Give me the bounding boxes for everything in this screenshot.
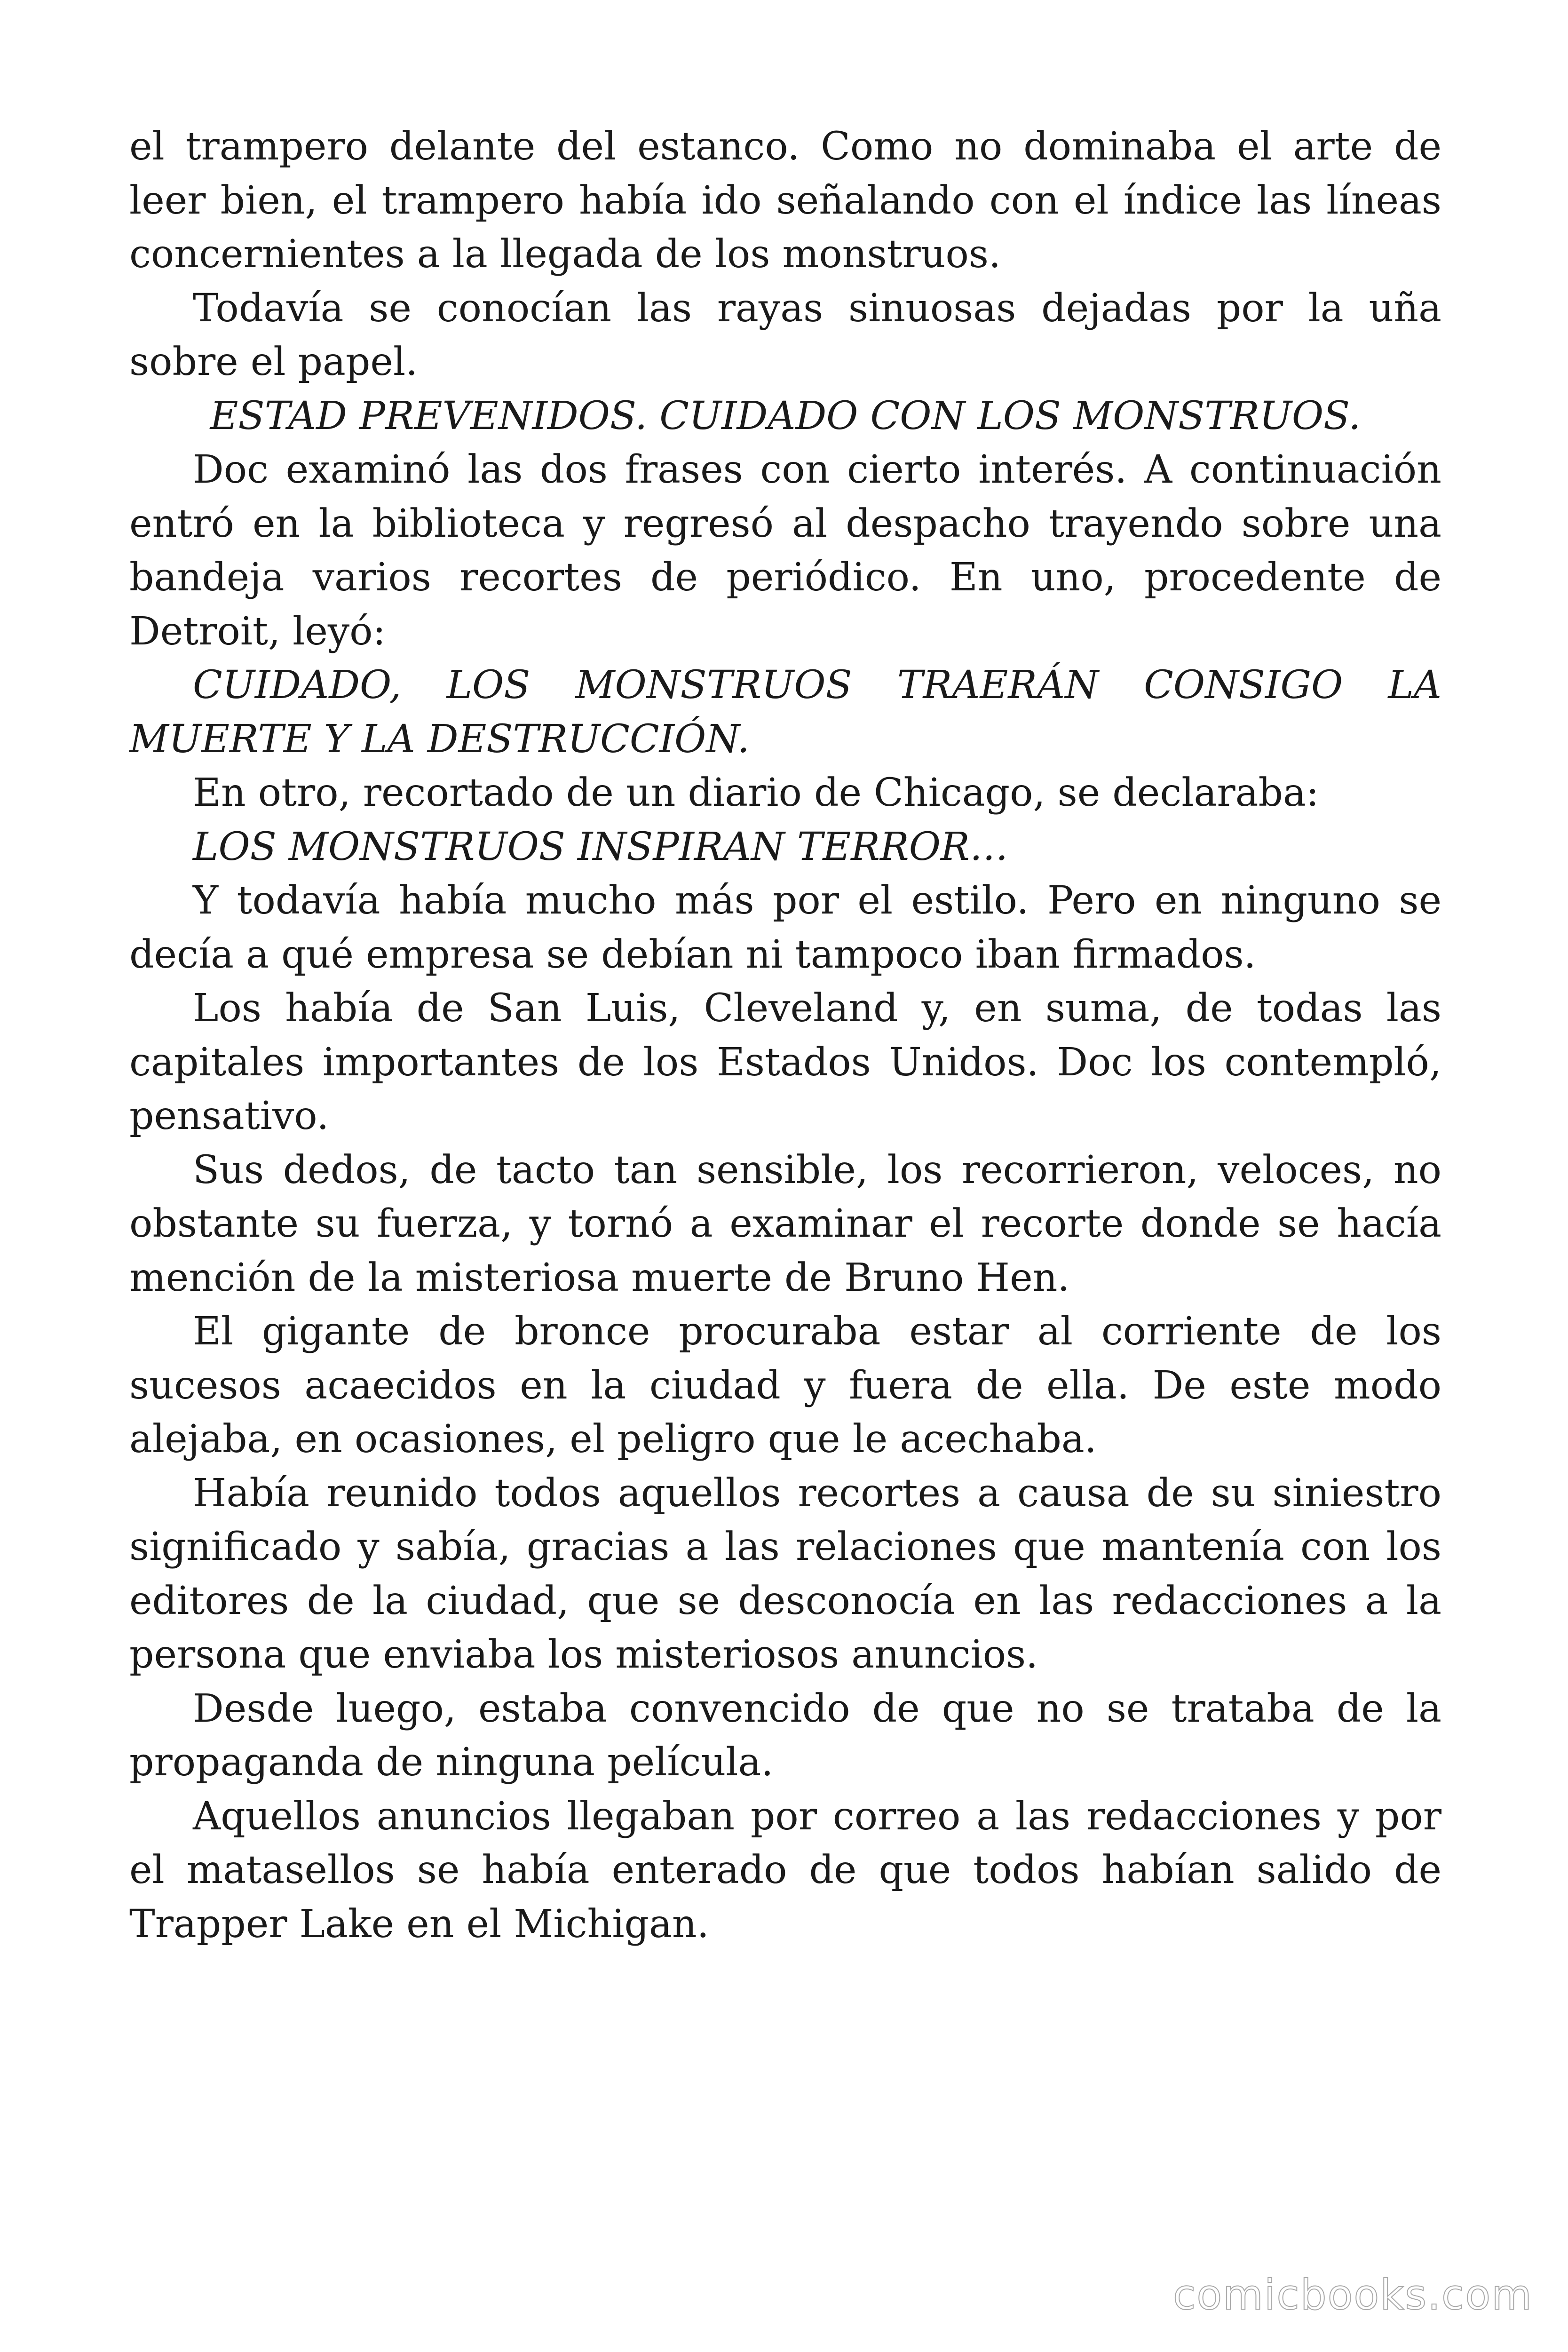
paragraph: Los había de San Luis, Cleveland y, en suma, de todas las capitales importantes de los Estados Unidos. Doc los contempló, pensativo.: [129, 986, 1441, 1138]
paragraph: Todavía se conocían las rayas sinuosas dejadas por la uña sobre el papel.: [129, 286, 1441, 384]
paragraph: Doc examinó las dos frases con cierto interés. A continuación entró en la biblioteca y regresó al despacho trayendo sobre una bandeja varios recortes de periódico. En uno, procedente de Detroit, leyó:: [129, 447, 1441, 654]
italic-headline: ESTAD PREVENIDOS. CUIDADO CON LOS MONSTRUOS.: [210, 393, 1361, 438]
watermark: comicbooks.com: [1172, 2271, 1533, 2319]
paragraph: Había reunido todos aquellos recortes a causa de su siniestro significado y sabía, gracias a las relaciones que mantenía con los editores de la ciudad, que se desconocía en las redacciones a la persona que enviaba los misteriosos anuncios.: [129, 1470, 1441, 1677]
page-body: [129, 120, 1441, 1951]
italic-headline: CUIDADO, LOS MONSTRUOS TRAERÁN CONSIGO LA MUERTE Y LA DESTRUCCIÓN.: [129, 663, 1441, 762]
paragraph: Desde luego, estaba convencido de que no se trataba de la propaganda de ninguna película.: [129, 1686, 1441, 1785]
paragraph: Aquellos anuncios llegaban por correo a las redacciones y por el matasellos se había enterado de que todos habían salido de Trapper Lake en el Michigan.: [129, 1794, 1441, 1947]
paragraph: el trampero delante del estanco. Como no dominaba el arte de leer bien, el trampero había ido señalando con el índice las líneas concernientes a la llegada de los monstruos.: [129, 124, 1441, 277]
paragraph: El gigante de bronce procuraba estar al corriente de los sucesos acaecidos en la ciudad y fuera de ella. De este modo alejaba, en ocasiones, el peligro que le acechaba.: [129, 1309, 1441, 1462]
paragraph: Y todavía había mucho más por el estilo. Pero en ninguno se decía a qué empresa se debían ni tampoco iban firmados.: [129, 878, 1441, 977]
paragraph: En otro, recortado de un diario de Chicago, se declaraba:: [193, 771, 1319, 815]
paragraph: Sus dedos, de tacto tan sensible, los recorrieron, veloces, no obstante su fuerza, y tornó a examinar el recorte donde se hacía mención de la misteriosa muerte de Bruno Hen.: [129, 1147, 1441, 1300]
italic-headline: LOS MONSTRUOS INSPIRAN TERROR…: [193, 824, 1008, 869]
